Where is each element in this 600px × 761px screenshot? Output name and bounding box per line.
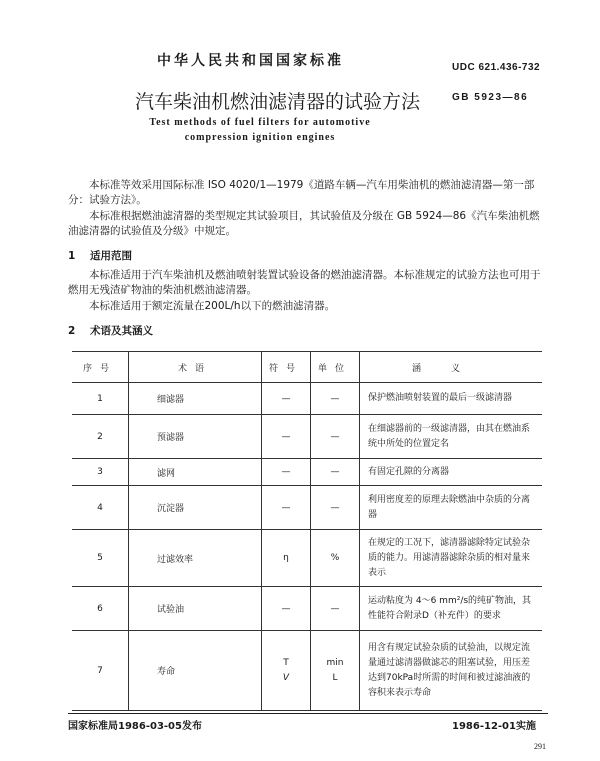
row-definition: 在规定的工况下，滤清器滤除特定试验杂质的能力。用滤清器滤除杂质的相对量来表示 — [360, 530, 543, 587]
row-term: 细滤器 — [129, 383, 262, 415]
section-1-title: 适用范围 — [90, 250, 132, 262]
row-unit: — — [311, 415, 360, 459]
symbol-volume: V — [282, 672, 290, 683]
row-no: 6 — [72, 587, 129, 631]
row-symbol: — — [262, 459, 311, 486]
row-no: 1 — [72, 383, 129, 415]
row-unit: — — [311, 486, 360, 530]
row-symbol: — — [262, 587, 311, 631]
row-no: 7 — [72, 631, 129, 711]
row-definition: 利用密度差的原理去除燃油中杂质的分离器 — [360, 486, 543, 530]
row-no: 2 — [72, 415, 129, 459]
section-2-title: 术语及其涵义 — [90, 325, 153, 337]
issue-date: 国家标准局1986-03-05发布 — [68, 721, 202, 732]
table-row — [72, 415, 542, 459]
header-symbol: 符号 — [262, 352, 311, 383]
row-symbol: — — [262, 383, 311, 415]
issuer-line: 中华人民共和国国家标准 — [157, 53, 344, 69]
row-symbol: — — [262, 415, 311, 459]
row-term: 过滤效率 — [129, 530, 262, 587]
row-definition: 在细滤器前的一级滤清器，由其在燃油系统中所处的位置定名 — [360, 415, 543, 459]
footer-rule — [68, 713, 548, 714]
row-unit: — — [311, 383, 360, 415]
udc-code: UDC 621.436-732 — [452, 62, 541, 73]
row-definition: 保护燃油喷射装置的最后一级滤清器 — [360, 383, 543, 415]
row-unit — [311, 631, 360, 711]
row-definition: 有固定孔隙的分离器 — [360, 459, 543, 486]
row-symbol: η — [262, 530, 311, 587]
implementation-date: 1986-12-01实施 — [452, 721, 536, 732]
row-no: 5 — [72, 530, 129, 587]
section-2-number: 2 — [68, 325, 76, 337]
section-1-paragraph-2: 本标准适用于额定流量在200L/h以下的燃油滤清器。 — [89, 300, 336, 312]
intro-paragraph-1: 本标准等效采用国际标准 ISO 4020/1—1979《道路车辆—汽车用柴油机的燃油滤清器—第一部分：试验方法》。 — [68, 179, 535, 206]
row-term: 试验油 — [129, 587, 262, 631]
row-term: 沉淀器 — [129, 486, 262, 530]
intro-paragraph-2: 本标准根据燃油滤清器的类型规定其试验项目，其试验值及分级在 GB 5924—86《汽车柴油机燃油滤清器的试验值及分级》中规定。 — [68, 210, 540, 237]
section-1-heading — [68, 248, 132, 263]
unit-time: min — [326, 657, 344, 668]
table-row — [72, 486, 542, 530]
table-row — [72, 530, 542, 587]
table-row — [72, 587, 542, 631]
row-definition: 用含有规定试验杂质的试验油，以规定流量通过滤清器做滤芯的阻塞试验，用压差达到70kPa时所需的时间和被过滤油液的容积来表示寿命 — [360, 631, 543, 711]
row-term: 滤网 — [129, 459, 262, 486]
title-en-line-2: compression ignition engines — [184, 132, 336, 143]
document-title-en — [130, 115, 390, 145]
row-no: 3 — [72, 459, 129, 486]
header-unit: 单位 — [311, 352, 360, 383]
page-number: 291 — [534, 742, 546, 751]
header-no: 序号 — [72, 352, 129, 383]
row-symbol — [262, 631, 311, 711]
header-term: 术语 — [129, 352, 262, 383]
row-term: 寿命 — [129, 631, 262, 711]
row-symbol: — — [262, 486, 311, 530]
table-header-row — [72, 352, 542, 383]
table-row — [72, 631, 542, 711]
section-2-heading — [68, 323, 153, 338]
row-term: 预滤器 — [129, 415, 262, 459]
header-definition: 涵义 — [360, 352, 543, 383]
document-title-cn: 汽车柴油机燃油滤清器的试验方法 — [135, 91, 421, 113]
section-1-number: 1 — [68, 250, 76, 262]
table-row — [72, 459, 542, 486]
terms-table — [72, 351, 542, 711]
section-1-paragraph-1: 本标准适用于汽车柴油机及燃油喷射装置试验设备的燃油滤清器。本标准规定的试验方法也可用于燃用无残渣矿物油的柴油机燃油滤清器。 — [68, 269, 541, 296]
row-no: 4 — [72, 486, 129, 530]
row-definition: 运动粘度为 4～6 mm²/s的纯矿物油，其性能符合附录D（补充件）的要求 — [360, 587, 543, 631]
row-unit: — — [311, 587, 360, 631]
row-unit: % — [311, 530, 360, 587]
row-unit: — — [311, 459, 360, 486]
unit-volume: L — [332, 672, 338, 683]
standard-number: GB 5923—86 — [452, 92, 529, 103]
title-en-line-1: Test methods of fuel filters for automotive — [149, 117, 371, 128]
symbol-time: T — [283, 657, 289, 668]
table-row — [72, 383, 542, 415]
